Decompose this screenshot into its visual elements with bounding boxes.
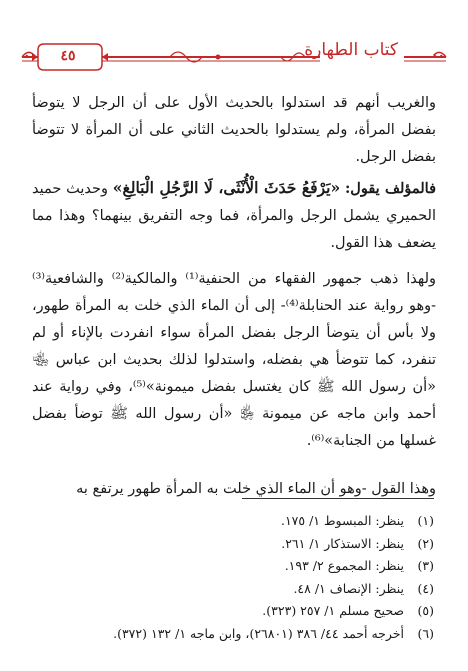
footnote-number: (٦): [417, 625, 434, 641]
footnote-text: ينظر: الاستذكار ١/ ٢٦١.: [281, 535, 405, 551]
footnotes: [34, 510, 434, 645]
footnote-text: ينظر: المبسوط ١/ ١٧٥.: [280, 513, 405, 528]
chapter-title: كتاب الطهارة: [304, 40, 398, 60]
footnote-text: ينظر: المجموع ٢/ ١٩٣.: [284, 558, 405, 573]
footnote-item: [34, 578, 434, 601]
footnote-number: (٤): [417, 580, 434, 596]
page-number: ٤٥: [60, 48, 76, 64]
footnote-number: (٢): [417, 535, 434, 551]
paragraph-3: ولهذا ذهب جمهور الفقهاء من الحنفية⁽¹⁾ والمالكية⁽²⁾ والشافعية⁽³⁾ -وهو رواية عند الحنابلة⁽⁴⁾- إلى أن الماء الذي خلت به المرأة طهور، ولا بأس أن يتوضأ الرجل بفضل المرأة سواء انفردت بالإناء أو لم تنفرد، كما تتوضأ هي بفضله، واستدلوا لذلك بحديث ابن عباس ﵄ «أن رسول الله ﷺ كان يغتسل بفضل ميمونة»⁽⁵⁾، وفي رواية عند أحمد وابن ماجه عن ميمونة ﵂ «أن رسول الله ﷺ توضأ بفضل غسلها من الجنابة»⁽⁶⁾.: [32, 271, 436, 449]
footnote-item: [34, 533, 434, 556]
paragraph-1: والغريب أنهم قد استدلوا بالحديث الأول على أن الرجل لا يتوضأ بفضل المرأة، ولم يستدلوا بالحديث الثاني على أن المرأة لا تتوضأ بفضل الرجل.: [32, 95, 436, 165]
footnote-item: [34, 623, 434, 646]
footnote-number: (٥): [417, 603, 434, 618]
footnote-item: [34, 510, 434, 533]
page-header: [20, 40, 448, 84]
footnote-text: صحيح مسلم ١/ ٢٥٧ (٣٢٣).: [262, 603, 405, 618]
paragraph-2-rest: وحديث حميد الحميري يشمل الرجل والمرأة، فما وجه التفريق بينهما؟ وهذا مما يضعف هذا القول.: [32, 181, 436, 251]
paragraph-2: [32, 174, 436, 257]
hadith-quote: «يَرْفَعُ حَدَثَ الْأُنْثَى، لَا الرَّجُلِ الْبَالِغِ»: [112, 178, 341, 197]
footnote-item: [34, 600, 434, 623]
footnote-separator: [242, 498, 434, 499]
footnote-number: (١): [417, 513, 434, 528]
paragraph-4: وهذا القول -وهو أن الماء الذي خلت به المرأة طهور يرتفع به: [76, 481, 436, 497]
footnote-text: ينظر: الإنصاف ١/ ٤٨.: [293, 580, 405, 596]
footnote-number: (٣): [417, 558, 434, 573]
paragraph-2-lead: فالمؤلف يقول:: [344, 180, 437, 197]
footnote-text: أخرجه أحمد ٤٤/ ٣٨٦ (٢٦٨٠١)، وابن ماجه ١/ ١٣٢ (٣٧٢).: [113, 625, 405, 641]
footnote-item: [34, 555, 434, 578]
